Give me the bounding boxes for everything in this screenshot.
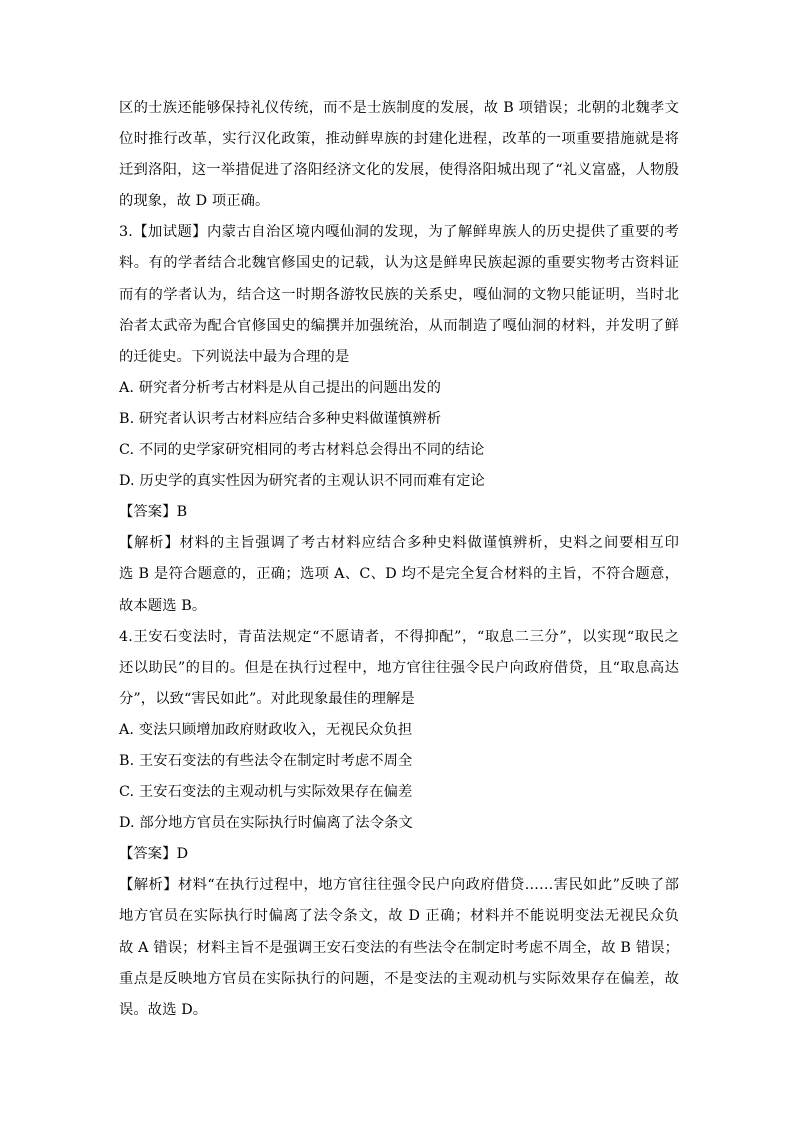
analysis-line: 故 A 错误；材料主旨不是强调王安石变法的有些法令在制定时考虑不周全，故 B 错误；: [119, 939, 679, 956]
analysis-line: 选 B 是符合题意的，正确；选项 A、C、D 均不是完全复合材料的主旨，不符合题意，: [119, 566, 679, 583]
option-a: A. 研究者分析考古材料是从自己提出的问题出发的: [119, 379, 442, 396]
option-a: A. 变法只顾增加政府财政收入，无视民众负担: [119, 721, 413, 738]
text-line: 迁到洛阳，这一举措促进了洛阳经济文化的发展，使得洛阳城出现了“礼义富盛，人物殷: [119, 162, 679, 179]
question-stem-line: 分”，以致“害民如此”。对此现象最佳的理解是: [119, 690, 415, 707]
option-b: B. 王安石变法的有些法令在制定时考虑不周全: [119, 752, 413, 769]
question-stem-line: 治者太武帝为配合官修国史的编撰并加强统治，从而制造了嘎仙洞的材料，并发明了鲜: [119, 317, 679, 334]
document-page: [119, 98, 679, 1031]
question-4: [119, 627, 679, 1020]
option-d: D. 历史学的真实性因为研究者的主观认识不同而难有定论: [119, 473, 485, 490]
question-2-analysis-continuation: [119, 98, 679, 211]
question-stem-line: 的迁徙史。下列说法中最为合理的是: [119, 348, 350, 365]
answer: 【答案】B: [119, 504, 188, 521]
analysis-line: 【解析】材料“在执行过程中，地方官往往强令民户向政府借贷……害民如此”反映了部: [119, 877, 679, 894]
question-stem-line: 3.【加试题】内蒙古自治区境内嘎仙洞的发现，为了解鲜卑族人的历史提供了重要的考: [119, 224, 679, 241]
text-line: 位时推行改革，实行汉化政策，推动鲜卑族的封建化进程，改革的一项重要措施就是将: [119, 131, 679, 148]
text-line: 区的士族还能够保持礼仪传统，而不是士族制度的发展，故 B 项错误；北朝的北魏孝文: [119, 100, 679, 116]
analysis-line: 故本题选 B。: [119, 597, 207, 614]
text-line: 的现象，故 D 项正确。: [119, 193, 270, 210]
question-3: [119, 222, 679, 615]
option-c: C. 不同的史学家研究相同的考古材料总会得出不同的结论: [119, 442, 485, 459]
analysis-line: 重点是反映地方官员在实际执行的问题，不是变法的主观动机与实际效果存在偏差，故: [119, 970, 679, 987]
question-stem-line: 而有的学者认为，结合这一时期各游牧民族的关系史，嘎仙洞的文物只能证明，当时北: [119, 286, 679, 303]
analysis-line: 地方官员在实际执行时偏离了法令条文，故 D 正确；材料并不能说明变法无视民众负: [119, 908, 679, 925]
analysis-line: 误。故选 D。: [119, 1001, 208, 1018]
option-d: D. 部分地方官员在实际执行时偏离了法令条文: [119, 815, 413, 832]
question-stem-line: 4.王安石变法时，青苗法规定“不愿请者，不得抑配”，“取息二三分”，以实现“取民之: [119, 628, 679, 645]
question-stem-line: 还以助民”的目的。但是在执行过程中，地方官往往强令民户向政府借贷，且“取息高达: [119, 659, 679, 676]
answer: 【答案】D: [119, 846, 189, 863]
question-stem-line: 料。有的学者结合北魏官修国史的记载，认为这是鲜卑民族起源的重要实物考古资料证: [119, 255, 679, 272]
option-c: C. 王安石变法的主观动机与实际效果存在偏差: [119, 784, 413, 801]
analysis-line: 【解析】材料的主旨强调了考古材料应结合多种史料做谨慎辨析，史料之间要相互印: [119, 535, 679, 552]
option-b: B. 研究者认识考古材料应结合多种史料做谨慎辨析: [119, 410, 442, 427]
